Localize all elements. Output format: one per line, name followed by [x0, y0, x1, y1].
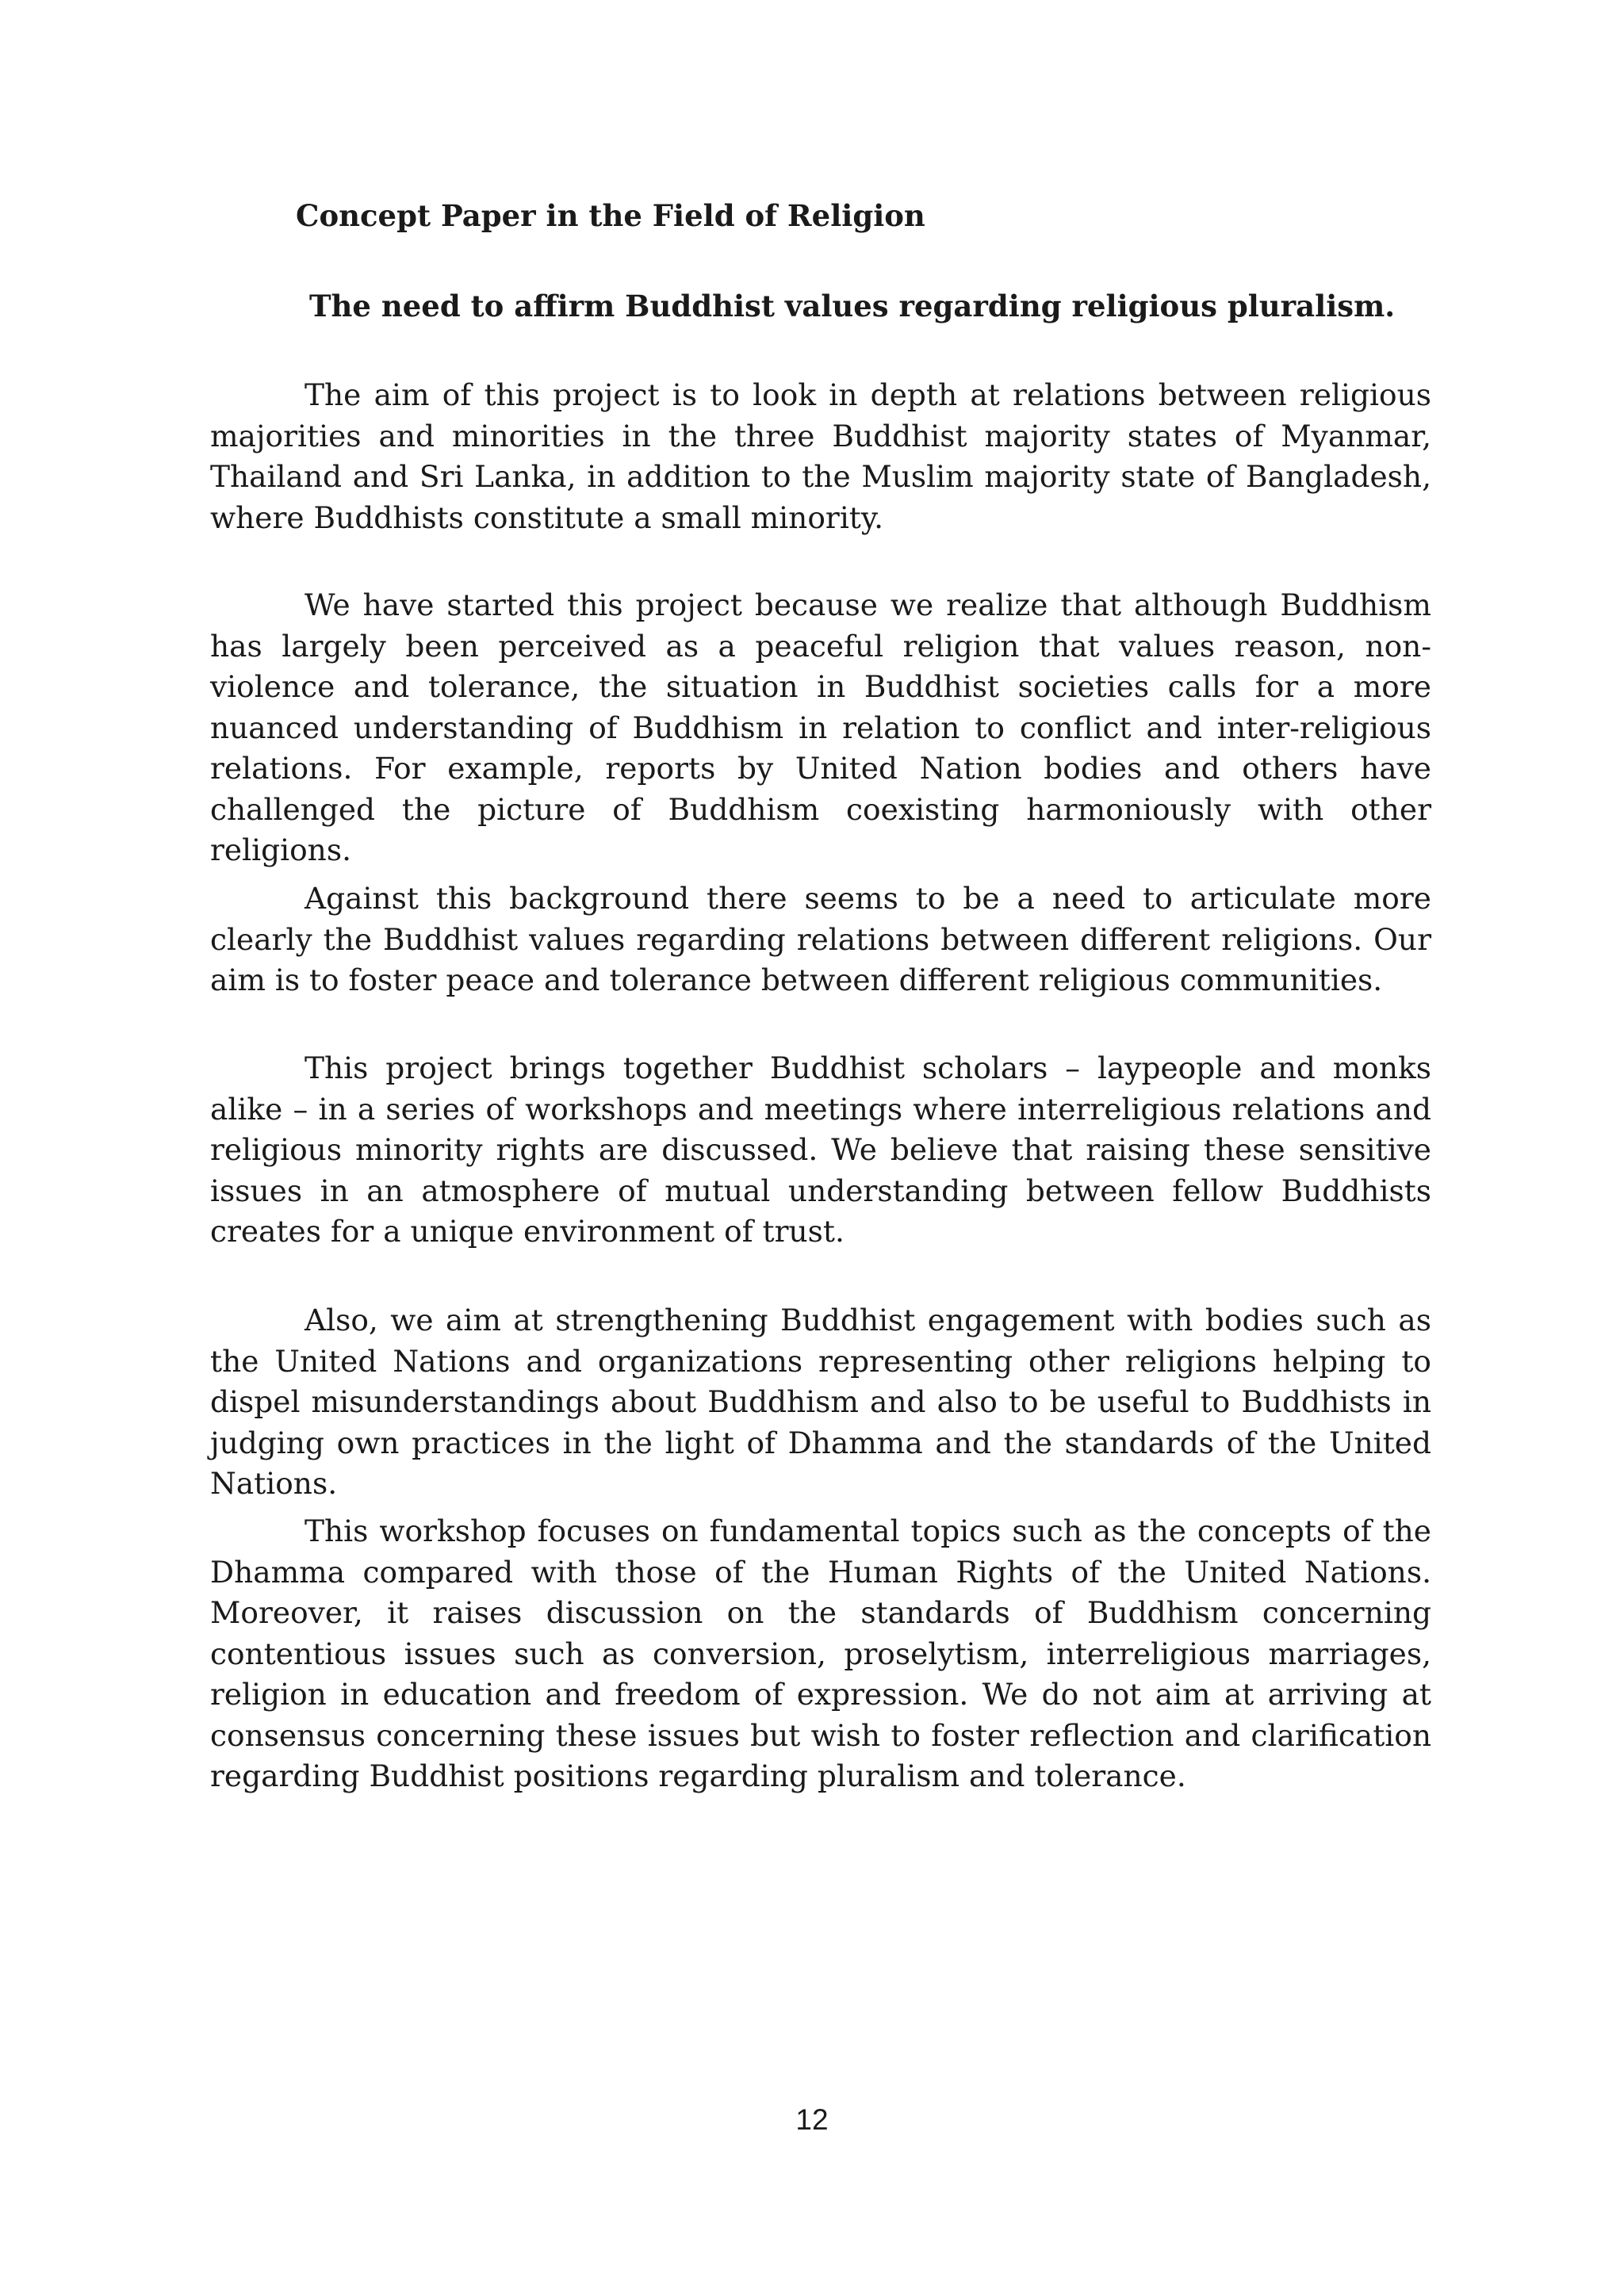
paragraph-background: Against this background there seems to be a need to articulate more clearly the Buddhist values regarding relations between different religions. Our aim is to foster peace and tolerance between different religious communities. — [210, 881, 1431, 997]
document-title: Concept Paper in the Field of Religion — [296, 198, 925, 233]
paragraph-project-aim: The aim of this project is to look in depth at relations between religious majorities and minorities in the three Buddhist majority states of Myanmar, Thailand and Sri Lanka, in addition to the Muslim majority state of Bangladesh, where Buddhists constitute a small minority. — [210, 377, 1431, 535]
page-number: 12 — [795, 2103, 829, 2136]
document-subtitle: The need to affirm Buddhist values regarding religious pluralism. — [309, 289, 1396, 323]
paragraph-engagement: Also, we aim at strengthening Buddhist engagement with bodies such as the United Nations and organizations representing other religions helping to dispel misunderstandings about Buddhism and also to be useful to Buddhists in judging own practices in the light of Dhamma and the standards of the United Nations. — [210, 1303, 1431, 1501]
paragraph-scholars: This project brings together Buddhist scholars – laypeople and monks alike – in a series of workshops and meetings where interreligious relations and religious minority rights are discussed. We believe that raising these sensitive issues in an atmosphere of mutual understanding between fellow Buddhists creates for a unique environment of trust. — [210, 1050, 1431, 1249]
paragraph-motivation: We have started this project because we realize that although Buddhism has largely been perceived as a peaceful religion that values reason, non-violence and tolerance, the situation in Buddhist societies calls for a more nuanced understanding of Buddhism in relation to conflict and inter-religious relations. For example, reports by United Nation bodies and others have challenged the picture of Buddhism coexisting harmoniously with other religions. — [210, 587, 1431, 867]
paragraph-workshop-topics: This workshop focuses on fundamental topics such as the concepts of the Dhamma compared with those of the Human Rights of the United Nations. Moreover, it raises discussion on the standards of Buddhism concerning contentious issues such as conversion, proselytism, interreligious marriages, religion in education and freedom of expression. We do not aim at arriving at consensus concerning these issues but wish to foster reflection and clarification regarding Buddhist positions regarding pluralism and tolerance. — [210, 1513, 1431, 1793]
